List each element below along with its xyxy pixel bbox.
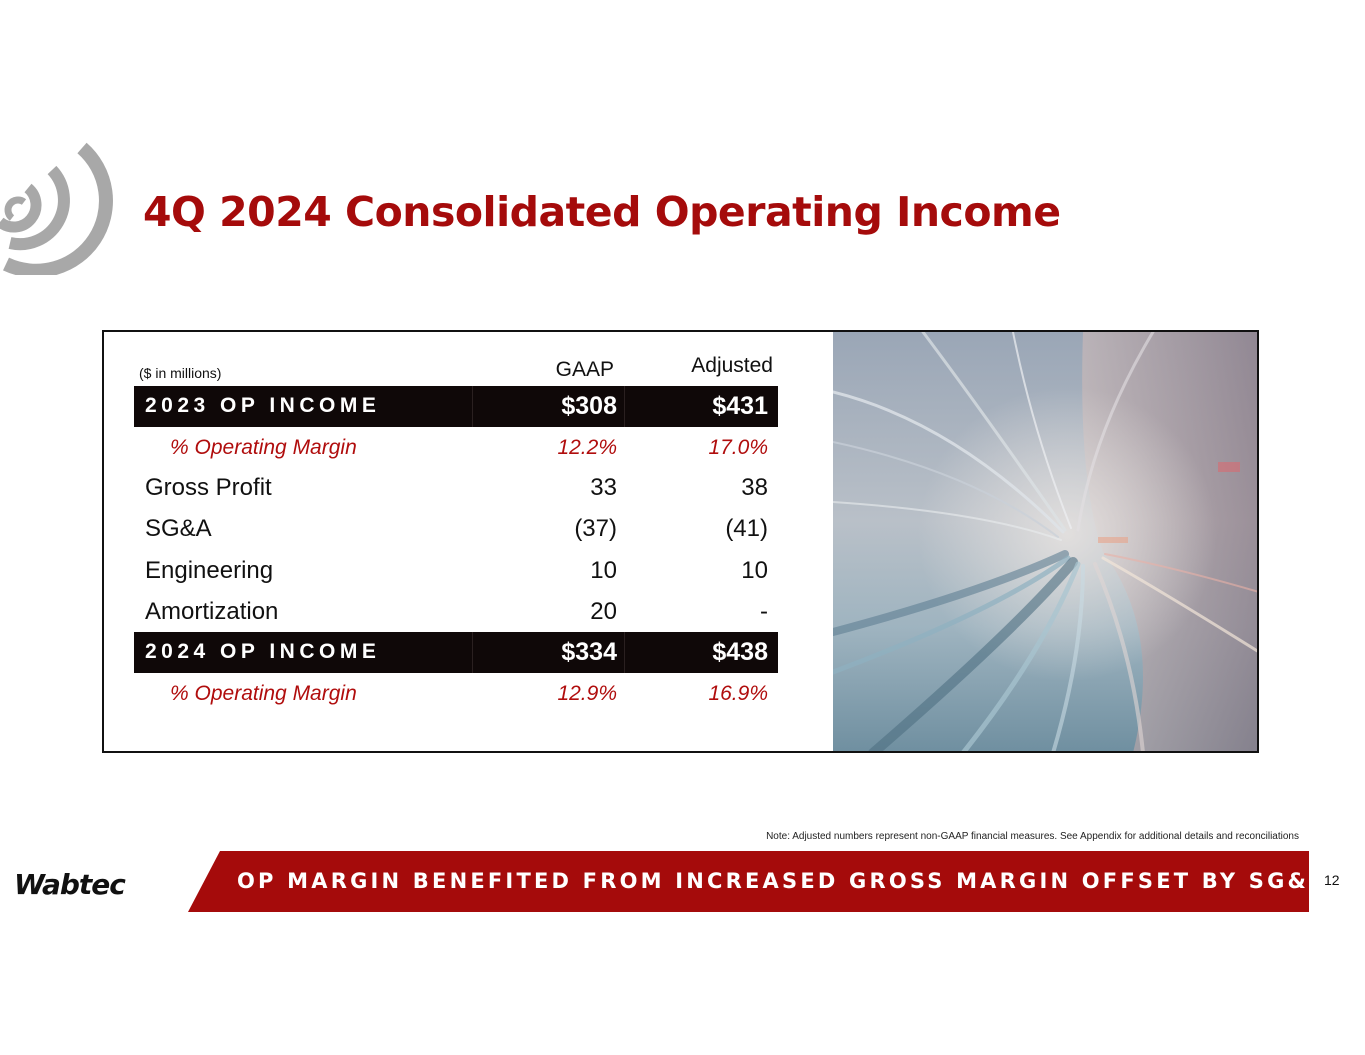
gaap-value: 12.2% [557, 436, 617, 459]
band-divider [624, 632, 625, 673]
row-label: Engineering [145, 557, 274, 584]
table-row-2023-op-income [134, 386, 778, 427]
table-row-margin-2023 [134, 427, 778, 468]
units-label: ($ in millions) [139, 365, 222, 381]
gaap-value: 12.9% [557, 682, 617, 705]
adjusted-value: 10 [741, 557, 768, 584]
row-label: % Operating Margin [170, 682, 357, 705]
table-row-2024-op-income [134, 632, 778, 673]
adjusted-value: 17.0% [708, 436, 768, 459]
table-row-margin-2024 [134, 673, 778, 714]
table-row-sga [134, 508, 778, 549]
table-row-engineering [134, 550, 778, 591]
table-row-amortization [134, 591, 778, 632]
gaap-value: $308 [561, 392, 617, 420]
adjusted-value: $438 [712, 638, 768, 666]
row-label: 2023 OP INCOME [145, 394, 381, 417]
gaap-value: 20 [590, 598, 617, 625]
key-message-banner: OP MARGIN BENEFITED FROM INCREASED GROSS MARGIN OFFSET BY SG&A [237, 869, 1329, 893]
adjusted-value: 38 [741, 474, 768, 501]
row-label: 2024 OP INCOME [145, 640, 381, 663]
page-title: 4Q 2024 Consolidated Operating Income [143, 188, 1061, 236]
gaap-value: 10 [590, 557, 617, 584]
row-label: Gross Profit [145, 474, 272, 501]
row-label: Amortization [145, 598, 279, 625]
column-header-adjusted: Adjusted [691, 354, 773, 377]
page-number: 12 [1324, 872, 1340, 888]
adjusted-value: 16.9% [708, 682, 768, 705]
adjusted-value: - [760, 598, 768, 625]
band-divider [472, 632, 473, 673]
brand-swirl-graphic [0, 140, 120, 275]
adjusted-value: (41) [725, 515, 768, 542]
column-header-gaap: GAAP [555, 358, 614, 381]
gaap-value: $334 [561, 638, 617, 666]
table-row-gross-profit [134, 467, 778, 508]
tunnel-photo [833, 332, 1259, 753]
gaap-value: (37) [574, 515, 617, 542]
footnote: Note: Adjusted numbers represent non-GAAP financial measures. See Appendix for additional details and reconciliations [766, 831, 1299, 842]
band-divider [472, 386, 473, 427]
row-label: % Operating Margin [170, 436, 357, 459]
row-label: SG&A [145, 515, 212, 542]
wabtec-logo: Wabtec [14, 868, 125, 901]
band-divider [624, 386, 625, 427]
income-table-panel [102, 330, 1259, 753]
adjusted-value: $431 [712, 392, 768, 420]
gaap-value: 33 [590, 474, 617, 501]
